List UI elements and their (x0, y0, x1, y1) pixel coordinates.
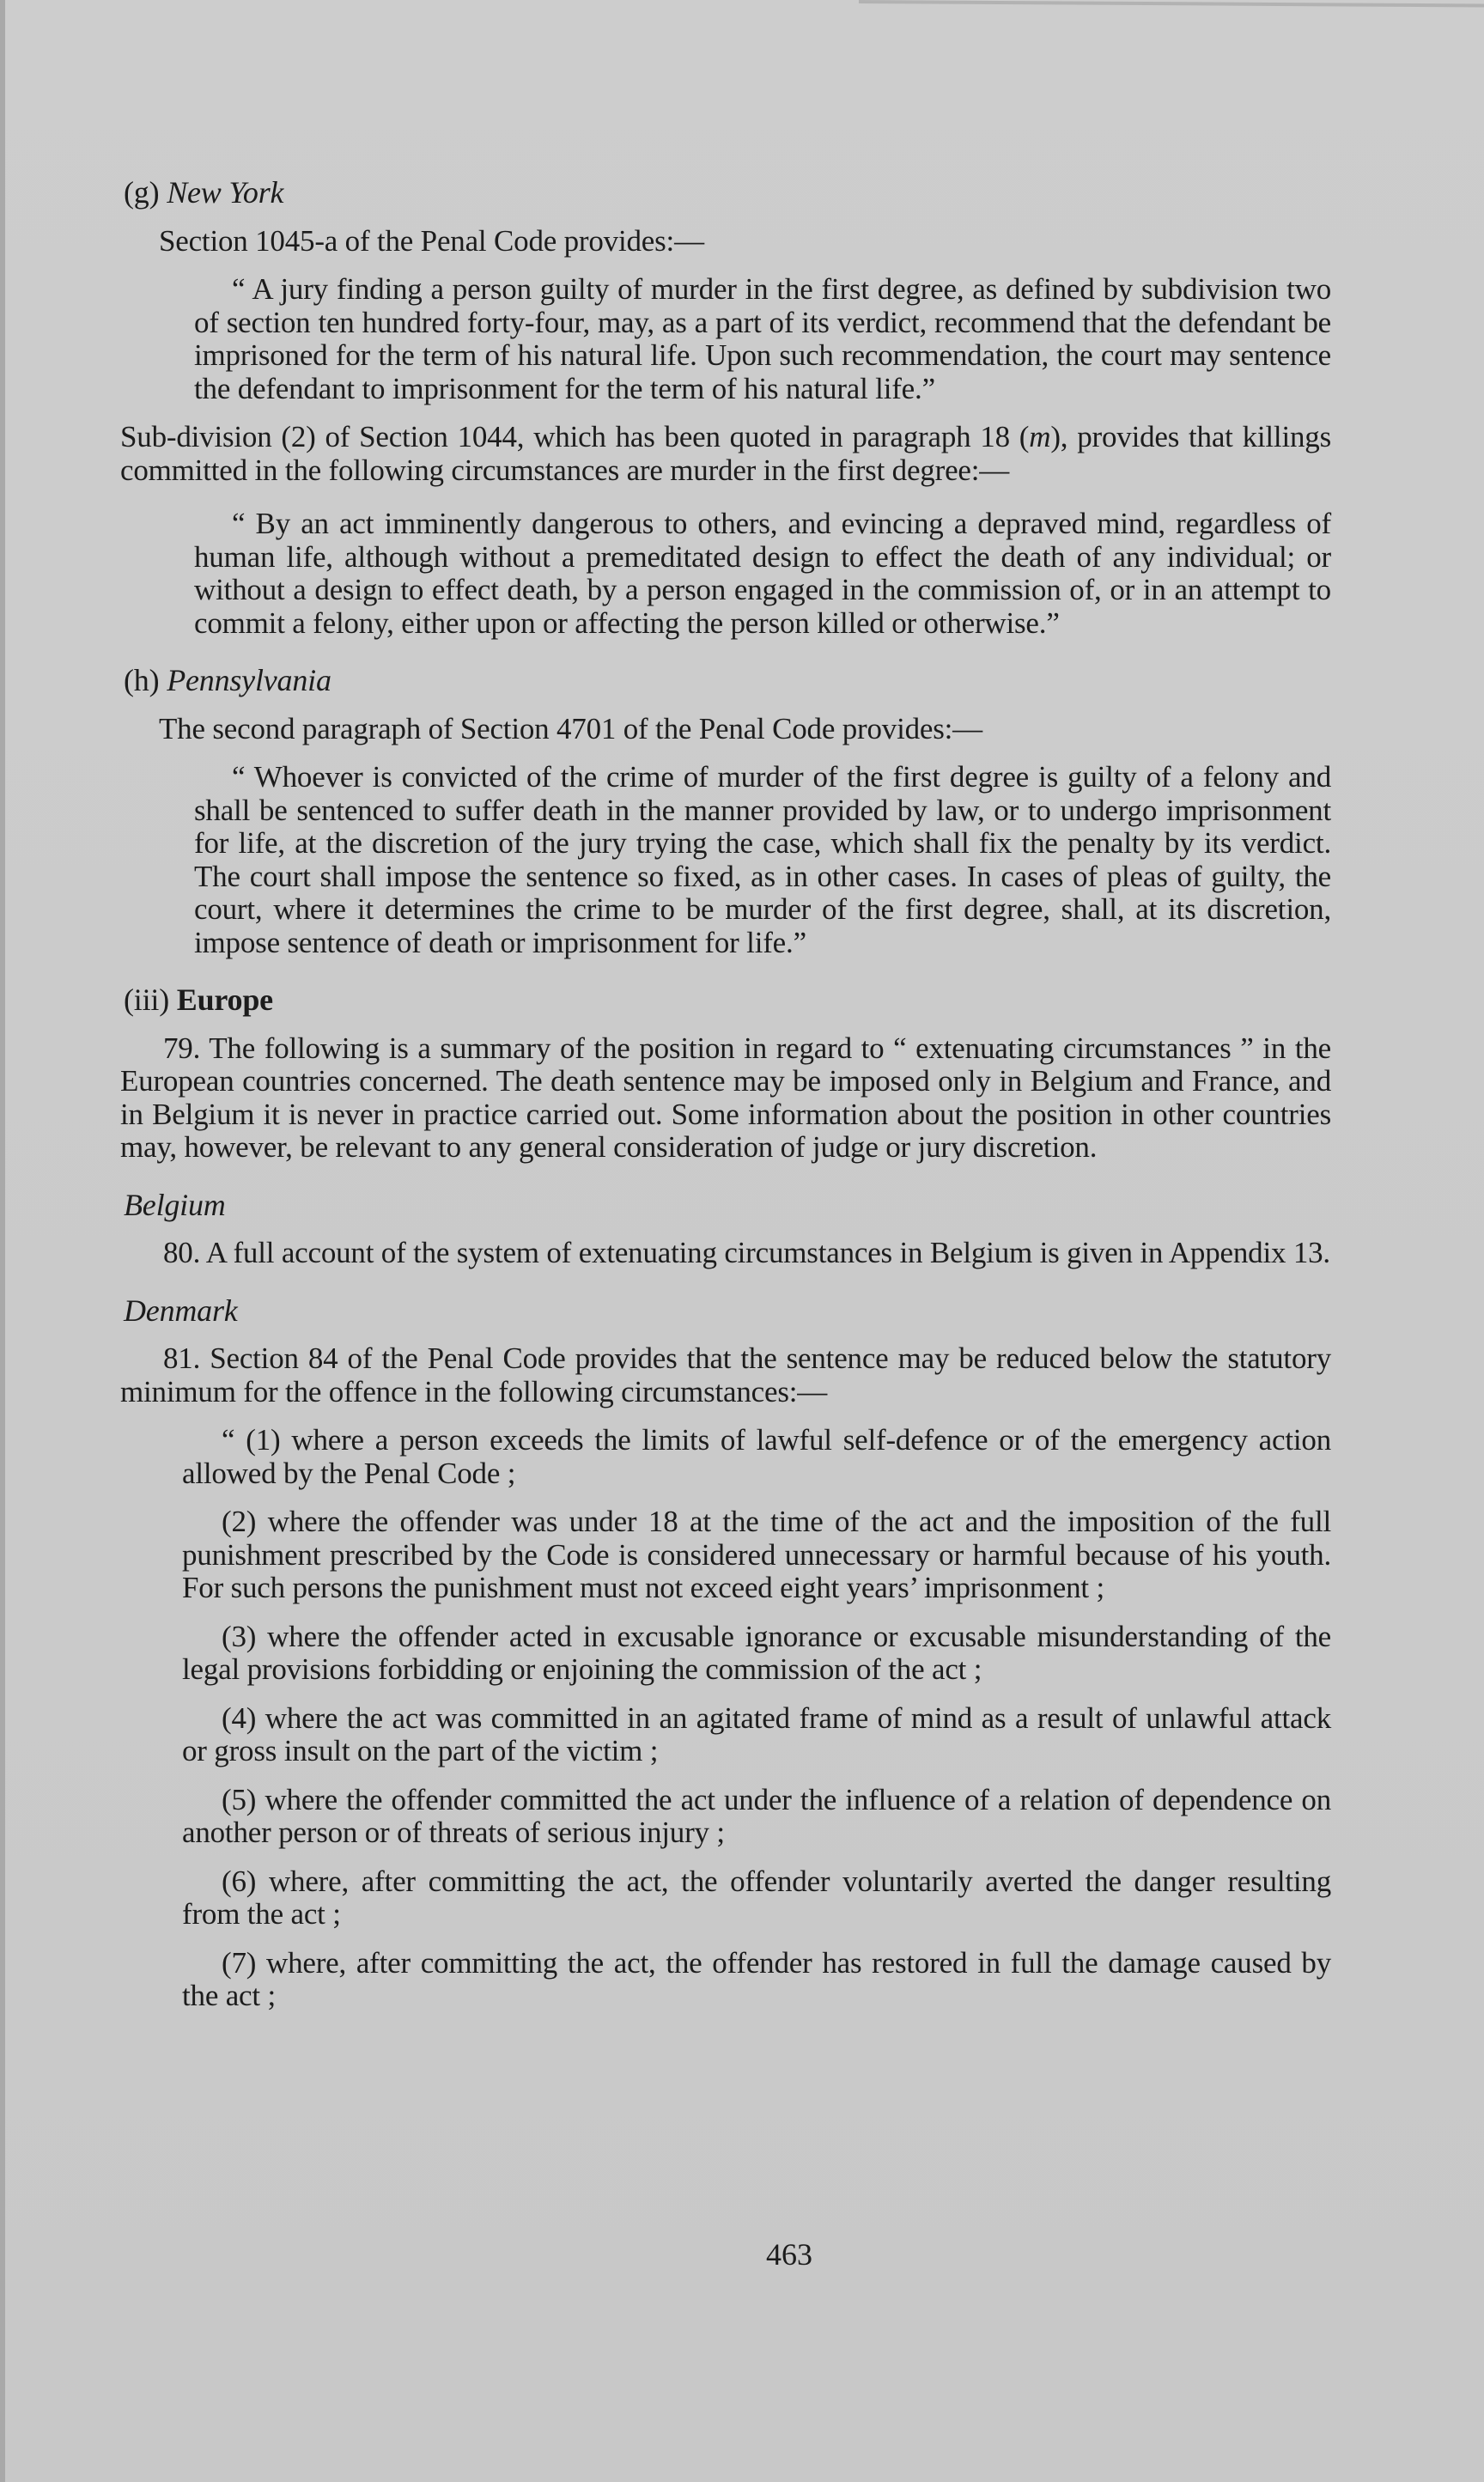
subdivision-paragraph (120, 421, 1331, 487)
new-york-intro: Section 1045-a of the Penal Code provides:— (159, 223, 704, 258)
pennsylvania-intro: The second paragraph of Section 4701 of the Penal Code provides:— (159, 711, 982, 745)
paragraph-79: 79. The following is a summary of the position in regard to “ extenuating circumstances ” in the European countries concerned. The death sentence may be imposed only in Belgium and France, and in Belgium it is never in practice carried out. Some information about the position in other countries may, however, be relevant to any general consideration of judge or jury discretion. (120, 1031, 1331, 1164)
paragraph-81: 81. Section 84 of the Penal Code provides that the sentence may be reduced below the statutory minimum for the offence in the following circumstances:— (120, 1341, 1331, 1408)
heading-title: New York (167, 175, 284, 210)
list-item: (6) where, after committing the act, the offender voluntarily averted the danger resulting from the act ; (182, 1864, 1331, 1931)
heading-europe (120, 983, 1331, 1017)
heading-title: Pennsylvania (167, 663, 331, 697)
heading-pennsylvania (120, 664, 1331, 697)
body-text (120, 176, 1331, 2013)
pennsylvania-quote: “ Whoever is convicted of the crime of murder of the first degree is guilty of a felony and shall be sentenced to suffer death in the manner provided by law, or to undergo imprisonment for life, at the discretion of the jury trying the case, which shall fix the penalty by its verdict. The court shall impose the sentence so fixed, as in other cases. In cases of pleas of guilty, the court, where it determines the crime to be murder of the first degree, shall, at its discretion, impose sentence of death or imprisonment for life.” (194, 760, 1331, 959)
page-number (0, 2236, 1484, 2272)
list-item: “ (1) where a person exceeds the limits of lawful self-defence or of the emergency action allowed by the Penal Code ; (182, 1423, 1331, 1490)
new-york-quote: “ A jury finding a person guilty of murder in the first degree, as defined by subdivision two of section ten hundred forty-four, may, as a part of its verdict, recommend that the defendant be imprisoned for the term of his natural life. Upon such recommendation, the court may sentence the defendant to imprisonment for the term of his natural life.” (194, 272, 1331, 405)
heading-denmark (120, 1294, 1331, 1328)
heading-label: (iii) (124, 982, 169, 1017)
list-item: (2) where the offender was under 18 at the time of the act and the imposition of the full punishment prescribed by the Code is considered unnecessary or harmful because of his youth. For such persons the punishment must not exceed eight years’ imprisonment ; (182, 1505, 1331, 1604)
heading-title: Europe (176, 982, 273, 1017)
list-item: (7) where, after committing the act, the offender has restored in full the damage caused by the act ; (182, 1945, 1331, 2012)
list-item: (4) where the act was committed in an agitated frame of mind as a result of unlawful attack or gross insult on the part of the victim ; (182, 1700, 1331, 1767)
heading-title: Denmark (124, 1293, 238, 1328)
list-item: (3) where the offender acted in excusable ignorance or excusable misunderstanding of the legal provisions forbidding or enjoining the commission of the act ; (182, 1619, 1331, 1686)
list-item: (5) where the offender committed the act under the influence of a relation of dependence on another person or of threats of serious injury ; (182, 1782, 1331, 1849)
paragraph-80: 80. A full account of the system of extenuating circumstances in Belgium is given in Appendix 13. (163, 1236, 1330, 1269)
page-number-text: 463 (766, 2237, 812, 2272)
subdivision-text: Sub-division (2) of Section 1044, which has been quoted in paragraph 18 ( (120, 420, 1030, 453)
heading-belgium (120, 1189, 1331, 1222)
heading-new-york (120, 176, 1331, 210)
heading-label: (g) (124, 175, 160, 210)
subdivision-ref: m (1029, 420, 1051, 453)
subdivision-quote: “ By an act imminently dangerous to others, and evincing a depraved mind, regardless of human life, although without a premeditated design to effect the death of any individual; or without a design to effect death, by a person engaged in the commission of, or in an attempt to commit a felony, either upon or affecting the person killed or otherwise.” (194, 507, 1331, 640)
subdivision-text-rest: ), provides that killings committed in the following circumstances are murder in the first degree:— (120, 420, 1331, 487)
heading-label: (h) (124, 663, 160, 697)
heading-title: Belgium (124, 1187, 226, 1222)
